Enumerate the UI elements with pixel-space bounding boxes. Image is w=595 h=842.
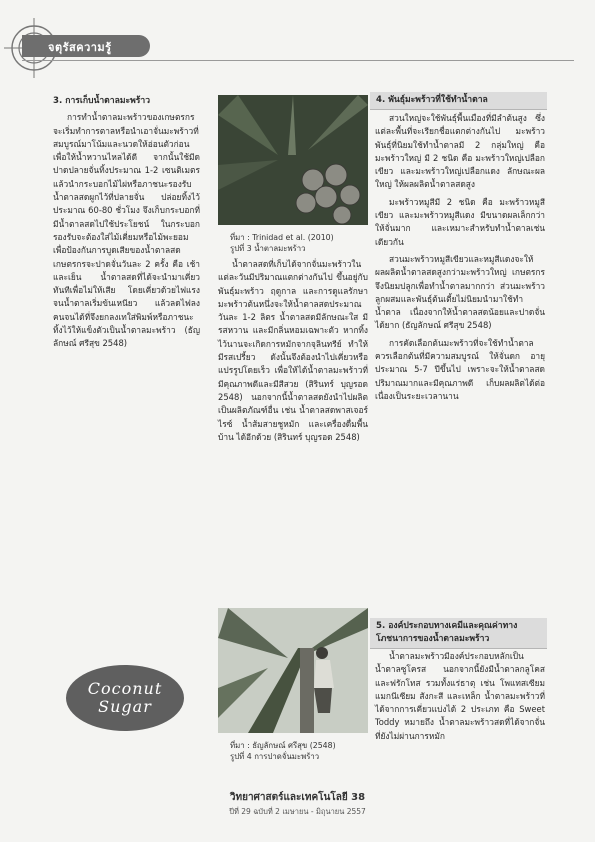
right-paragraph-3: สวนมะพร้าวหมูสีเขียวและหมูสีแดงจะให้ผลผลิตน้ำตาลสดสูงกว่ามะพร้าวใหญ่ เกษตรกรจึงนิยมปลูกเพื่อทำน้ำตาลมากกว่า ส่วนมะพร้าวลูกผสมและพันธุ์ต้นเตี้ยไม่นิยมนำมาใช้ทำน้ำตาล เนื่องจากให้น้ำตาลสดน้อยและปาดจั่นได้ยาก (ธัญลักษณ์ ศรีสุข 2548) bbox=[375, 253, 545, 331]
sap-tapping-image bbox=[218, 608, 368, 733]
header-divider bbox=[22, 60, 574, 61]
photo4-caption-text: รูปที่ 4 การปาดจั่นมะพร้าว bbox=[230, 752, 320, 761]
coconut-sugar-image bbox=[218, 95, 368, 225]
badge-line-2: Sugar bbox=[98, 697, 152, 716]
right-paragraph-4: การคัดเลือกต้นมะพร้าวที่จะใช้ทำน้ำตาลควรเลือกต้นที่มีความสมบูรณ์ ให้จั่นดก อายุประมาณ 5-7 ปีขึ้นไป เพราะจะให้น้ำตาลสดปริมาณมากและมีคุณภาพดี เก็บผลผลิตได้ต่อเนื่องเป็นระยะเวลานาน bbox=[375, 337, 545, 401]
page-footer bbox=[0, 790, 595, 818]
middle-paragraph: น้ำตาลสดที่เก็บได้จากจั่นมะพร้าวในแต่ละวันมีปริมาณแตกต่างกันไป ขึ้นอยู่กับพันธุ์มะพร้าว ฤดูกาล และการดูแลรักษา มะพร้าวต้นหนึ่งจะให้น้ำตาลสดประมาณวันละ 1-2 ลิตร น้ำตาลสดมีลักษณะใส มีรสหวาน และมีกลิ่นหอมเฉพาะตัว หากทิ้งไว้นานจะเกิดการหมักจากจุลินทรีย์ ทำให้มีรสเปรี้ยว ดังนั้นจึงต้องนำไปเคี่ยวหรือแปรรูปโดยเร็ว เพื่อให้ได้น้ำตาลมะพร้าวที่มีคุณภาพดีและมีสีสวย (สิรินทร์ บุญรอด 2548) นอกจากนี้น้ำตาลสดยังนำไปผลิตเป็นผลิตภัณฑ์อื่น เช่น น้ำตาลสดพาสเจอร์ไรซ์ น้ำส้มสายชูหมัก และเครื่องดื่มพื้นบ้าน ได้อีกด้วย (สิรินทร์ บุญรอด 2548) bbox=[218, 259, 368, 442]
section-title: จตุรัสความรู้ bbox=[48, 41, 112, 54]
coconut-sugar-badge bbox=[66, 665, 184, 731]
badge-line-1: Coconut bbox=[87, 679, 163, 698]
heading-coconut-varieties: 4. พันธุ์มะพร้าวที่ใช้ทำน้ำตาล bbox=[370, 92, 547, 110]
coconut-sugar-photo bbox=[218, 95, 368, 225]
heading-chemical-composition: 5. องค์ประกอบทางเคมีและคุณค่าทางโภชนาการของน้ำตาลมะพร้าว bbox=[370, 618, 547, 649]
right-paragraph-1: สวนใหญ่จะใช้พันธุ์พื้นเมืองที่มีลำต้นสูง ซึ่งแต่ละพื้นที่จะเรียกชื่อแตกต่างกันไป มะพร้าวพันธุ์ที่นิยมใช้ทำน้ำตาลมี 2 กลุ่มใหญ่ คือ มะพร้าวใหญ่ มี 2 ชนิด คือ มะพร้าวใหญ่เปลือกเขียว และมะพร้าวใหญ่เปลือกแดง ลักษณะผลใหญ่ ให้ผลผลิตน้ำตาลสดสูง bbox=[375, 113, 545, 190]
photo4-source: ที่มา : ธัญลักษณ์ ศรีสุข (2548) bbox=[230, 741, 336, 750]
photo4-caption bbox=[230, 740, 370, 762]
left-paragraph: การทำน้ำตาลมะพร้าวของเกษตรกรจะเริ่มทำการตาลหรือนำเอาจั่นมะพร้าวที่สมบูรณ์มาโน้มและนวดให้อ่อนตัวก่อนเพื่อให้น้ำหวานไหลได้ดี จากนั้นใช้มีดปาดปลายจั่นทิ้งประมาณ 1-2 เซนติเมตร แล้วนำกระบอกไม้ไผ่หรือภาชนะรองรับน้ำตาลสดผูกไว้ที่ปลายจั่น ปล่อยทิ้งไว้ประมาณ 60-80 ชั่วโมง จึงเก็บกระบอกที่มีน้ำตาลสดไปใช้ประโยชน์ ในกระบอกรองรับจะต้องใส่ไม้เคี่ยมหรือไม้พะยอมเพื่อป้องกันการบูดเสียของน้ำตาลสด เกษตรกรจะปาดจั่นวันละ 2 ครั้ง คือ เช้าและเย็น น้ำตาลสดที่ได้จะนำมาเคี่ยวทันทีเพื่อไม่ให้เสีย โดยเคี่ยวด้วยไฟแรงจนน้ำตาลเริ่มข้นเหนียว แล้วลดไฟลงคนจนได้ที่จึงยกลงเทใส่พิมพ์หรือภาชนะ ทิ้งไว้ให้แข็งตัวเป็นน้ำตาลมะพร้าว (ธัญลักษณ์ ศรีสุข 2548) bbox=[53, 112, 200, 349]
heading-sugar-collection: 3. การเก็บน้ำตาลมะพร้าว bbox=[53, 96, 151, 106]
section5-paragraph: น้ำตาลมะพร้าวมีองค์ประกอบหลักเป็นน้ำตาลซูโครส นอกจากนี้ยังมีน้ำตาลกลูโคสและฟรักโทส รวมทั้งแร่ธาตุ เช่น โพแทสเซียม แมกนีเซียม สังกะสี และเหล็ก น้ำตาลมะพร้าวที่ได้จากการเคี่ยวแบ่งได้ 2 ประเภท คือ Sweet Toddy หมายถึง น้ำตาลมะพร้าวสดที่ได้จากจั่นที่ยังไม่ผ่านการหมัก bbox=[375, 651, 545, 741]
footer-journal-title: วิทยาศาสตร์และเทคโนโลยี 38 bbox=[229, 792, 366, 803]
footer-issue: ปีที่ 29 ฉบับที่ 2 เมษายน - มิถุนายน 2557 bbox=[229, 807, 366, 816]
section5-column bbox=[375, 650, 545, 747]
right-column bbox=[375, 112, 545, 407]
left-column bbox=[53, 95, 200, 355]
middle-column bbox=[218, 258, 368, 448]
photo3-caption-text: รูปที่ 3 น้ำตาลมะพร้าว bbox=[230, 244, 306, 253]
photo3-source: ที่มา : Trinidad et al. (2010) bbox=[230, 233, 334, 242]
photo3-caption bbox=[230, 232, 370, 254]
right-paragraph-2: มะพร้าวหมูสีมี 2 ชนิด คือ มะพร้าวหมูสีเขียว และมะพร้าวหมูสีแดง มีขนาดผลเล็กกว่า ให้จั่นมาก และเหมาะสำหรับทำน้ำตาลเช่นเดียวกัน bbox=[375, 196, 545, 247]
sap-tapping-photo bbox=[218, 608, 368, 733]
